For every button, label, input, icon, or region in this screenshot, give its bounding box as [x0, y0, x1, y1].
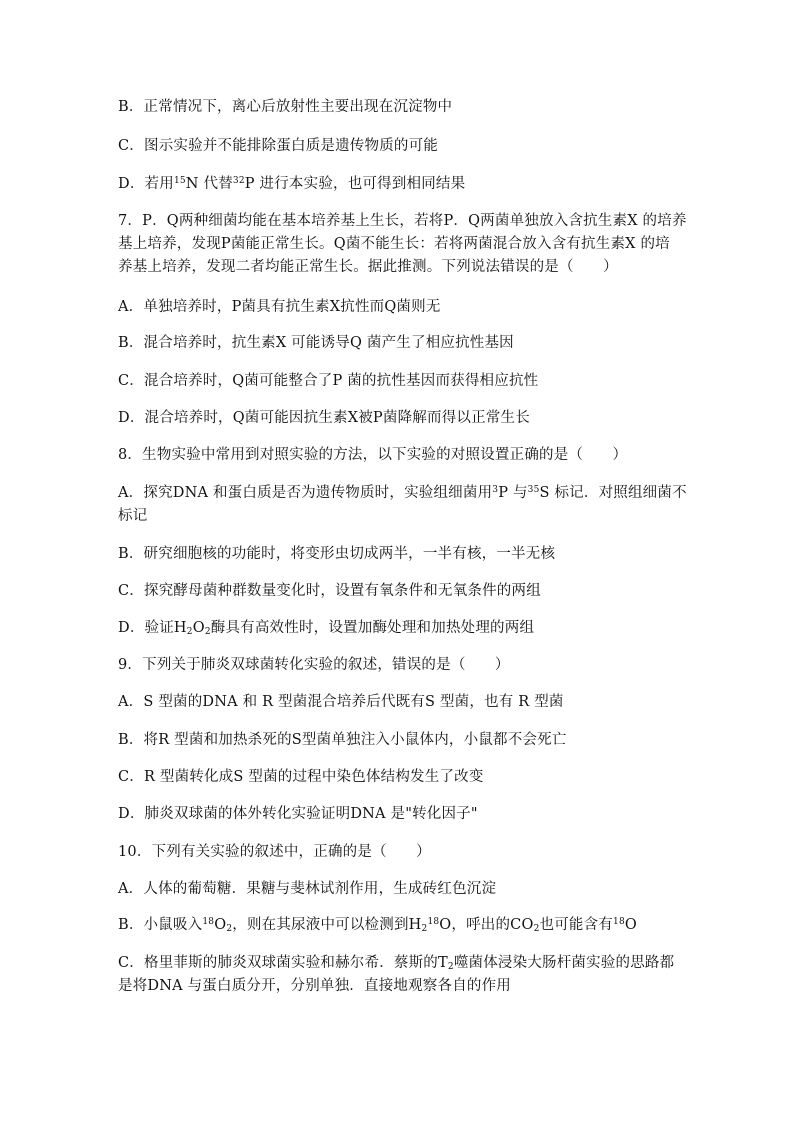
option-10c-line-1: C．格里菲斯的肺炎双球菌实验和赫尔希．蔡斯的$T_2$噬菌体浸染大肠杆菌实验的思路都	[118, 955, 675, 972]
option-8b: B．研究细胞核的功能时，将变形虫切成两半，一半有核，一半无核	[118, 546, 556, 562]
question-7-line-1: 7．P．Q两种细菌均能在基本培养基上生长，若将P．Q两菌单独放入含抗生素X 的培养	[118, 213, 687, 229]
option-8d: D．验证$H_2O_2$酶具有高效性时，设置加酶处理和加热处理的两组	[118, 620, 535, 637]
option-10b: B．小鼠吸入$^{18}O_2$，则在其尿液中可以检测到$H_2^{18}O$，呼出的$CO_2$也可能含有$^{18}$O	[118, 917, 637, 934]
question-9: 9．下列关于肺炎双球菌转化实验的叙述，错误的是（ ）	[118, 657, 510, 673]
option-10a: A．人体的葡萄糖．果糖与斐林试剂作用，生成砖红色沉淀	[118, 881, 497, 897]
option-7c: C．混合培养时，Q菌可能整合了P 菌的抗性基因而获得相应抗性	[118, 373, 539, 389]
question-10: 10．下列有关实验的叙述中，正确的是（ ）	[118, 844, 431, 860]
option-7a: A．单独培养时，P菌具有抗生素X抗性而Q菌则无	[118, 299, 441, 315]
option-8a-line-1: A．探究DNA 和蛋白质是否为遗传物质时，实验组细菌用$^3$P 与$^{35}$S 标记．对照组细菌不	[118, 485, 687, 501]
option-6b: B．正常情况下，离心后放射性主要出现在沉淀物中	[118, 99, 453, 115]
question-8: 8．生物实验中常用到对照实验的方法，以下实验的对照设置正确的是（ ）	[118, 447, 628, 463]
option-6d: D．若用$^{15}$N 代替$^{32}$P 进行本实验，也可得到相同结果	[118, 176, 466, 192]
option-7b: B．混合培养时，抗生素X 可能诱导Q 菌产生了相应抗性基因	[118, 335, 514, 351]
question-7-line-3: 养基上培养，发现二者均能正常生长。据此推测。下列说法错误的是（ ）	[118, 259, 618, 275]
option-9a: A．S 型菌的DNA 和 R 型菌混合培养后代既有S 型菌，也有 R 型菌	[118, 694, 564, 710]
option-7d: D．混合培养时，Q菌可能因抗生素X被P菌降解而得以正常生长	[118, 410, 530, 426]
option-8c: C．探究酵母菌种群数量变化时，设置有氧条件和无氧条件的两组	[118, 583, 541, 599]
option-6c: C．图示实验并不能排除蛋白质是遗传物质的可能	[118, 138, 438, 154]
option-10c-line-2: 是将DNA 与蛋白质分开，分别单独．直接地观察各自的作用	[118, 978, 511, 994]
question-7-line-2: 基上培养，发现P菌能正常生长。Q菌不能生长：若将两菌混合放入含有抗生素X 的培	[118, 236, 670, 252]
option-9c: C．R 型菌转化成S 型菌的过程中染色体结构发生了改变	[118, 769, 484, 785]
option-8a-line-2: 标记	[118, 508, 148, 524]
option-9d: D．肺炎双球菌的体外转化实验证明DNA 是"转化因子"	[118, 806, 478, 822]
option-9b: B．将R 型菌和加热杀死的S型菌单独注入小鼠体内，小鼠都不会死亡	[118, 732, 567, 748]
